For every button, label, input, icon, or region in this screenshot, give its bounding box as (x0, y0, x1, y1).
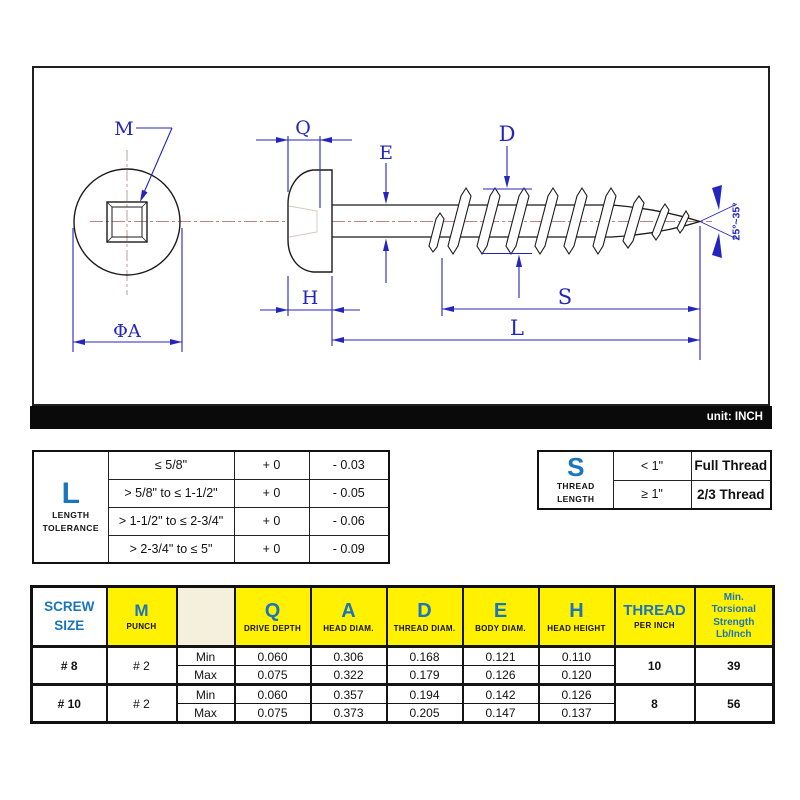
tolerance-title-line1: LENGTH (52, 510, 90, 521)
header-blank (177, 587, 235, 647)
punch-cell: # 2 (107, 685, 177, 723)
dim-m-leader (136, 128, 172, 202)
value-q-max: 0.075 (235, 704, 311, 723)
unit-bar (30, 406, 772, 429)
thread-length-letter: S (567, 452, 585, 483)
value-q-min: 0.060 (235, 685, 311, 704)
header-screw-size-line1: SCREW (44, 599, 95, 615)
header-thread-letter: THREAD (623, 601, 686, 619)
header-q-drive-depth (235, 587, 311, 647)
torsional-strength-cell: 56 (695, 685, 774, 723)
min-label: Min (177, 647, 235, 666)
header-d-thread-diam (387, 587, 463, 647)
header-torsional-strength (695, 587, 774, 647)
header-m-sub: PUNCH (126, 622, 157, 632)
value-a-min: 0.357 (311, 685, 387, 704)
tolerance-range: > 5/8" to ≤ 1-1/2" (108, 479, 234, 507)
max-label: Max (177, 704, 235, 723)
thread-length-header-cell (538, 451, 613, 509)
thread-per-inch-cell: 8 (615, 685, 695, 723)
tolerance-minus: - 0.06 (309, 507, 389, 535)
thread-length-condition: ≥ 1" (613, 480, 691, 509)
header-m-punch (107, 587, 177, 647)
tolerance-minus: - 0.09 (309, 535, 389, 563)
header-e-sub: BODY DIAM. (475, 624, 526, 633)
dimension-labels (113, 117, 742, 342)
header-a-letter: A (341, 600, 356, 622)
thread-length-grid (537, 450, 772, 510)
header-screw-size-line2: SIZE (54, 617, 85, 633)
thread-length-table (537, 450, 772, 510)
size-cell: # 8 (32, 647, 107, 685)
value-e-min: 0.121 (463, 647, 539, 666)
tolerance-header-cell (33, 451, 108, 563)
tolerance-range: > 2-3/4" to ≤ 5" (108, 535, 234, 563)
label-s: S (557, 285, 573, 309)
header-m-letter: M (134, 600, 149, 620)
value-a-max: 0.373 (311, 704, 387, 723)
size-cell: # 10 (32, 685, 107, 723)
header-a-sub: HEAD DIAM. (323, 624, 374, 633)
tolerance-range: > 1-1/2" to ≤ 2-3/4" (108, 507, 234, 535)
value-d-min: 0.168 (387, 647, 463, 666)
dim-e (383, 163, 389, 283)
label-phi-a: ΦA (113, 321, 141, 342)
value-h-max: 0.137 (539, 704, 615, 723)
value-h-min: 0.126 (539, 685, 615, 704)
header-strength-line2: Torsional (711, 604, 756, 615)
side-view-screw (288, 170, 700, 272)
screw-spec-table (30, 585, 775, 724)
header-h-sub: HEAD HEIGHT (547, 624, 606, 633)
header-h-head-height (539, 587, 615, 647)
label-m: M (114, 118, 134, 140)
header-screw-size (32, 587, 107, 647)
label-d: D (498, 122, 516, 146)
tolerance-range: ≤ 5/8" (108, 451, 234, 479)
spec-row-8-min (32, 647, 774, 666)
thread-length-title-line1: THREAD (556, 481, 595, 492)
screw-drawing-svg (34, 68, 768, 404)
max-label: Max (177, 666, 235, 685)
value-a-max: 0.322 (311, 666, 387, 685)
pan-head-profile (288, 170, 332, 272)
header-thread-per-inch (615, 587, 695, 647)
thread-length-condition: < 1" (613, 451, 691, 480)
screw-spec-grid (30, 585, 775, 724)
tolerance-letter: L (61, 477, 80, 511)
tolerance-title-line2: TOLERANCE (42, 523, 99, 533)
thread-length-title-line2: LENGTH (557, 494, 595, 504)
value-e-max: 0.147 (463, 704, 539, 723)
header-a-head-diam (311, 587, 387, 647)
value-d-max: 0.179 (387, 666, 463, 685)
value-e-min: 0.142 (463, 685, 539, 704)
header-d-sub: THREAD DIAM. (393, 624, 456, 633)
value-q-min: 0.060 (235, 647, 311, 666)
tolerance-plus: + 0 (234, 507, 309, 535)
length-tolerance-table (32, 450, 390, 564)
header-q-letter: Q (264, 600, 281, 622)
torsional-strength-cell: 39 (695, 647, 774, 685)
centerlines (90, 150, 712, 295)
value-e-max: 0.126 (463, 666, 539, 685)
unit-label: unit: INCH (706, 411, 763, 423)
tolerance-minus: - 0.05 (309, 479, 389, 507)
header-thread-sub: PER INCH (634, 621, 675, 631)
value-h-min: 0.110 (539, 647, 615, 666)
label-q: Q (295, 117, 311, 139)
thread-length-value: Full Thread (691, 451, 771, 480)
thread-per-inch-cell: 10 (615, 647, 695, 685)
header-e-body-diam (463, 587, 539, 647)
header-strength-line4: Lb/Inch (715, 629, 752, 640)
header-h-letter: H (569, 600, 584, 622)
thread-blades (429, 188, 689, 254)
label-e: E (379, 142, 393, 164)
header-strength-line1: Min. (723, 591, 744, 603)
label-l: L (510, 316, 524, 340)
screw-technical-drawing (32, 66, 770, 406)
value-d-min: 0.194 (387, 685, 463, 704)
header-strength-line3: Strength (713, 616, 755, 628)
header-q-sub: DRIVE DEPTH (243, 624, 302, 633)
punch-cell: # 2 (107, 647, 177, 685)
label-h: H (301, 287, 319, 309)
dimensions (73, 128, 737, 360)
header-d-letter: D (417, 600, 432, 622)
thread-length-value: 2/3 Thread (691, 480, 771, 509)
header-e-letter: E (493, 600, 508, 622)
tolerance-plus: + 0 (234, 451, 309, 479)
value-h-max: 0.120 (539, 666, 615, 685)
spec-header-row (32, 587, 774, 647)
min-label: Min (177, 685, 235, 704)
label-tip-angle: 25°~35° (730, 202, 743, 241)
tolerance-minus: - 0.03 (309, 451, 389, 479)
value-a-min: 0.306 (311, 647, 387, 666)
value-d-max: 0.205 (387, 704, 463, 723)
value-q-max: 0.075 (235, 666, 311, 685)
spec-row-10-min (32, 685, 774, 704)
length-tolerance-grid (32, 450, 390, 564)
tolerance-plus: + 0 (234, 479, 309, 507)
tolerance-plus: + 0 (234, 535, 309, 563)
